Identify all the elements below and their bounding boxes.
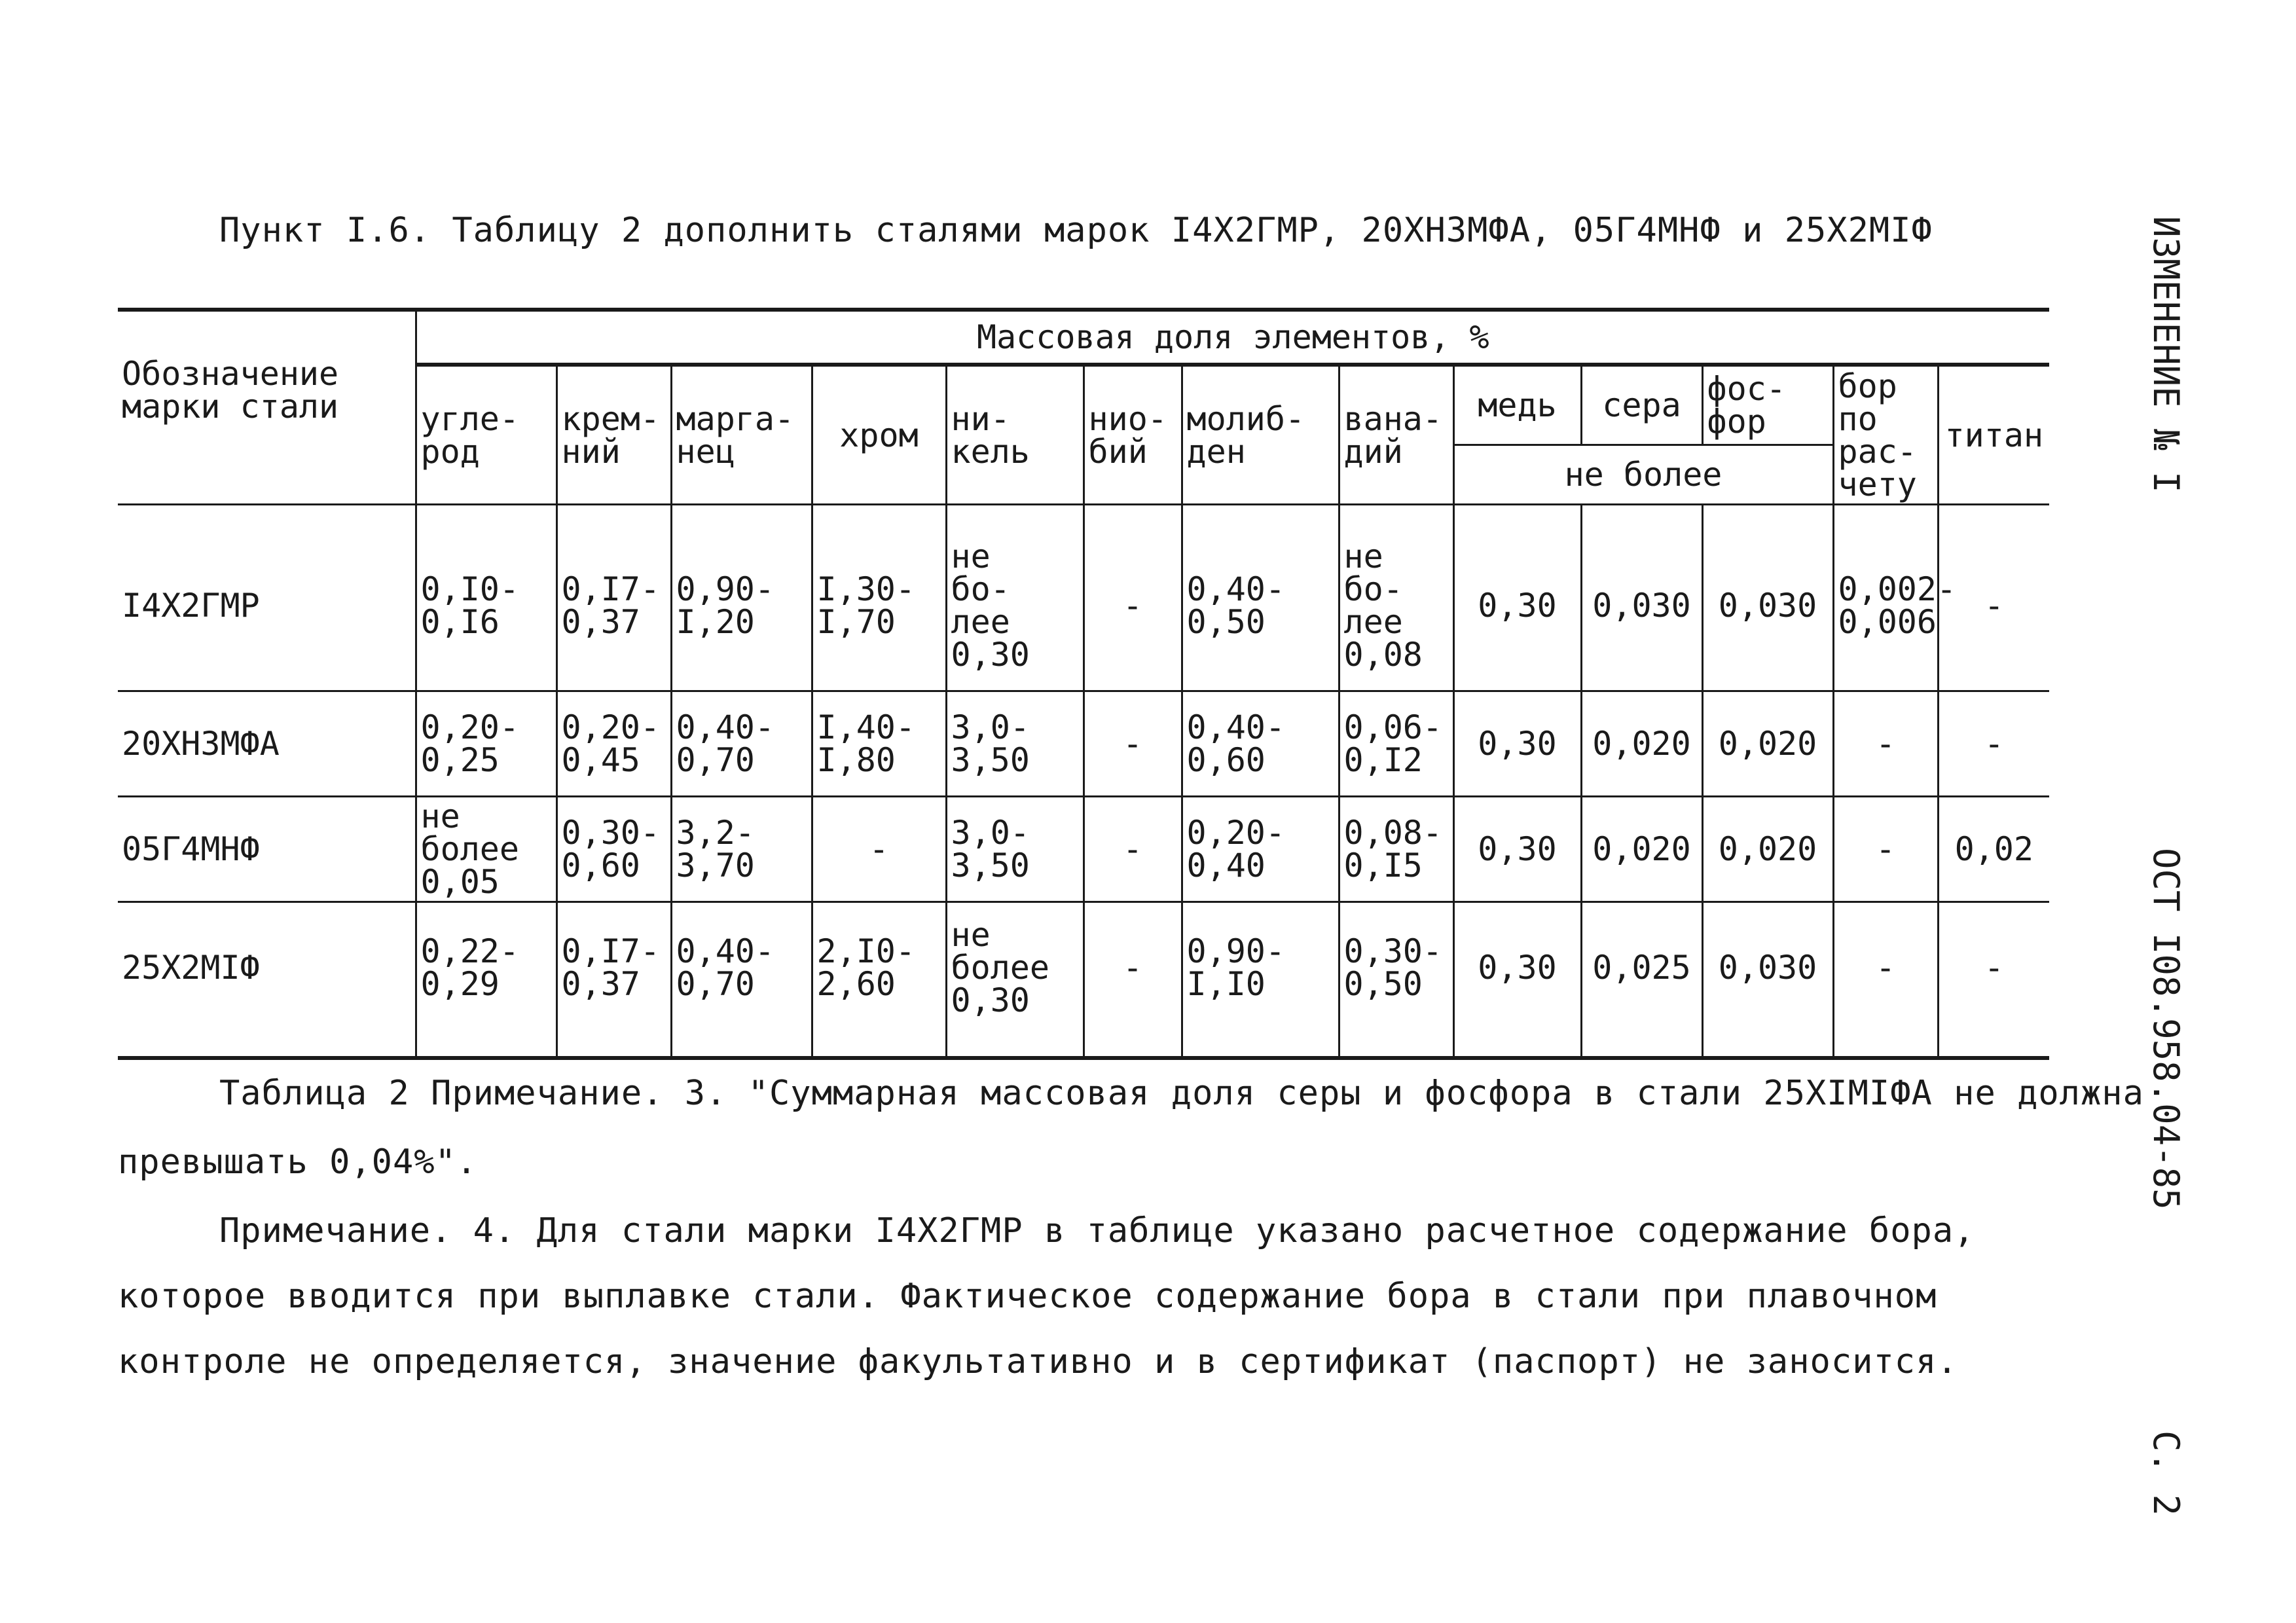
value-copper: 0,30: [1453, 902, 1581, 1059]
value-titanium: -: [1938, 691, 2049, 797]
value-nickel: не бо- лее 0,30: [946, 505, 1084, 691]
value-carbon: 0,20- 0,25: [416, 691, 556, 797]
side-label-standard: ОСТ I08.958.04-85: [2145, 848, 2187, 1210]
value-niobium: -: [1084, 902, 1182, 1059]
value-vanadium: не бо- лее 0,08: [1339, 505, 1453, 691]
value-nickel: 3,0- 3,50: [946, 691, 1084, 797]
note-3-line-2: превышать 0,04%".: [118, 1142, 478, 1182]
value-titanium: 0,02: [1938, 797, 2049, 902]
side-label-change: ИЗМЕНЕНИЕ № I: [2145, 216, 2187, 493]
value-silicon: 0,30- 0,60: [556, 797, 671, 902]
value-carbon: 0,22- 0,29: [416, 902, 556, 1059]
value-molybdenum: 0,40- 0,50: [1182, 505, 1339, 691]
value-niobium: -: [1084, 797, 1182, 902]
value-boron: -: [1833, 691, 1938, 797]
header-silicon: крем- ний: [556, 365, 671, 505]
header-vanadium: вана- дий: [1339, 365, 1453, 505]
header-sulfur: сера: [1581, 365, 1702, 445]
value-molybdenum: 0,40- 0,60: [1182, 691, 1339, 797]
value-titanium: -: [1938, 902, 2049, 1059]
value-chromium: I,40- I,80: [812, 691, 946, 797]
note-4-line-3: контроле не определяется, значение факультативно и в сертификат (паспорт) не заносится.: [118, 1342, 1958, 1381]
table-body: [118, 505, 2049, 1059]
steel-composition-table: [118, 308, 2049, 1060]
header-niobium: нио- бий: [1084, 365, 1182, 505]
header-phosphorus: фос- фор: [1702, 365, 1833, 445]
value-sulfur: 0,020: [1581, 797, 1702, 902]
table-row: [118, 505, 2049, 691]
value-molybdenum: 0,90- I,I0: [1182, 902, 1339, 1059]
value-phosphorus: 0,030: [1702, 505, 1833, 691]
value-niobium: -: [1084, 505, 1182, 691]
value-sulfur: 0,025: [1581, 902, 1702, 1059]
not-more-label: не более: [1453, 445, 1833, 505]
value-chromium: I,30- I,70: [812, 505, 946, 691]
value-phosphorus: 0,030: [1702, 902, 1833, 1059]
value-titanium: -: [1938, 505, 2049, 691]
value-molybdenum: 0,20- 0,40: [1182, 797, 1339, 902]
header-molybdenum: молиб- ден: [1182, 365, 1339, 505]
table-row: [118, 691, 2049, 797]
paragraph-title: Пункт I.6. Таблицу 2 дополнить сталями марок I4Х2ГМР, 20ХН3МФА, 05Г4МНФ и 25Х2МIФ: [219, 211, 1933, 250]
value-boron: 0,002- 0,006: [1833, 505, 1938, 691]
steel-grade-cell: I4Х2ГМР: [118, 505, 416, 691]
value-phosphorus: 0,020: [1702, 797, 1833, 902]
table-row: [118, 797, 2049, 902]
value-vanadium: 0,30- 0,50: [1339, 902, 1453, 1059]
grade-column-header: Обозначение марки стали: [118, 310, 416, 505]
steel-grade-cell: 20ХН3МФА: [118, 691, 416, 797]
header-copper: медь: [1453, 365, 1581, 445]
header-boron: бор по рас- чету: [1833, 365, 1938, 505]
value-niobium: -: [1084, 691, 1182, 797]
value-sulfur: 0,020: [1581, 691, 1702, 797]
value-carbon: 0,I0- 0,I6: [416, 505, 556, 691]
value-silicon: 0,20- 0,45: [556, 691, 671, 797]
note-4-line-1: Примечание. 4. Для стали марки I4Х2ГМР в таблице указано расчетное содержание бора,: [219, 1211, 1975, 1250]
value-manganese: 3,2- 3,70: [671, 797, 812, 902]
value-chromium: -: [812, 797, 946, 902]
value-copper: 0,30: [1453, 691, 1581, 797]
value-sulfur: 0,030: [1581, 505, 1702, 691]
steel-grade-cell: 25Х2МIФ: [118, 902, 416, 1059]
value-manganese: 0,40- 0,70: [671, 902, 812, 1059]
header-manganese: марга- нец: [671, 365, 812, 505]
header-nickel: ни- кель: [946, 365, 1084, 505]
value-phosphorus: 0,020: [1702, 691, 1833, 797]
value-nickel: не более 0,30: [946, 902, 1084, 1059]
value-copper: 0,30: [1453, 505, 1581, 691]
value-nickel: 3,0- 3,50: [946, 797, 1084, 902]
value-carbon: не более 0,05: [416, 797, 556, 902]
value-vanadium: 0,06- 0,I2: [1339, 691, 1453, 797]
note-4-line-2: которое вводится при выплавке стали. Фактическое содержание бора в стали при плавочном: [118, 1277, 1937, 1316]
mass-fraction-group-header: Массовая доля элементов, %: [416, 310, 2049, 365]
steel-composition-table-wrap: [118, 308, 2049, 1060]
value-silicon: 0,I7- 0,37: [556, 505, 671, 691]
value-copper: 0,30: [1453, 797, 1581, 902]
value-boron: -: [1833, 797, 1938, 902]
note-3-line-1: Таблица 2 Примечание. 3. "Суммарная массовая доля серы и фосфора в стали 25ХIМIФА не должна: [219, 1074, 2144, 1113]
table-row: [118, 902, 2049, 1059]
value-vanadium: 0,08- 0,I5: [1339, 797, 1453, 902]
value-manganese: 0,90- I,20: [671, 505, 812, 691]
header-carbon: угле- род: [416, 365, 556, 505]
value-manganese: 0,40- 0,70: [671, 691, 812, 797]
value-silicon: 0,I7- 0,37: [556, 902, 671, 1059]
header-chromium: хром: [812, 365, 946, 505]
value-boron: -: [1833, 902, 1938, 1059]
value-chromium: 2,I0- 2,60: [812, 902, 946, 1059]
steel-grade-cell: 05Г4МНФ: [118, 797, 416, 902]
header-titanium: титан: [1938, 365, 2049, 505]
side-label-page: С. 2: [2145, 1431, 2187, 1516]
